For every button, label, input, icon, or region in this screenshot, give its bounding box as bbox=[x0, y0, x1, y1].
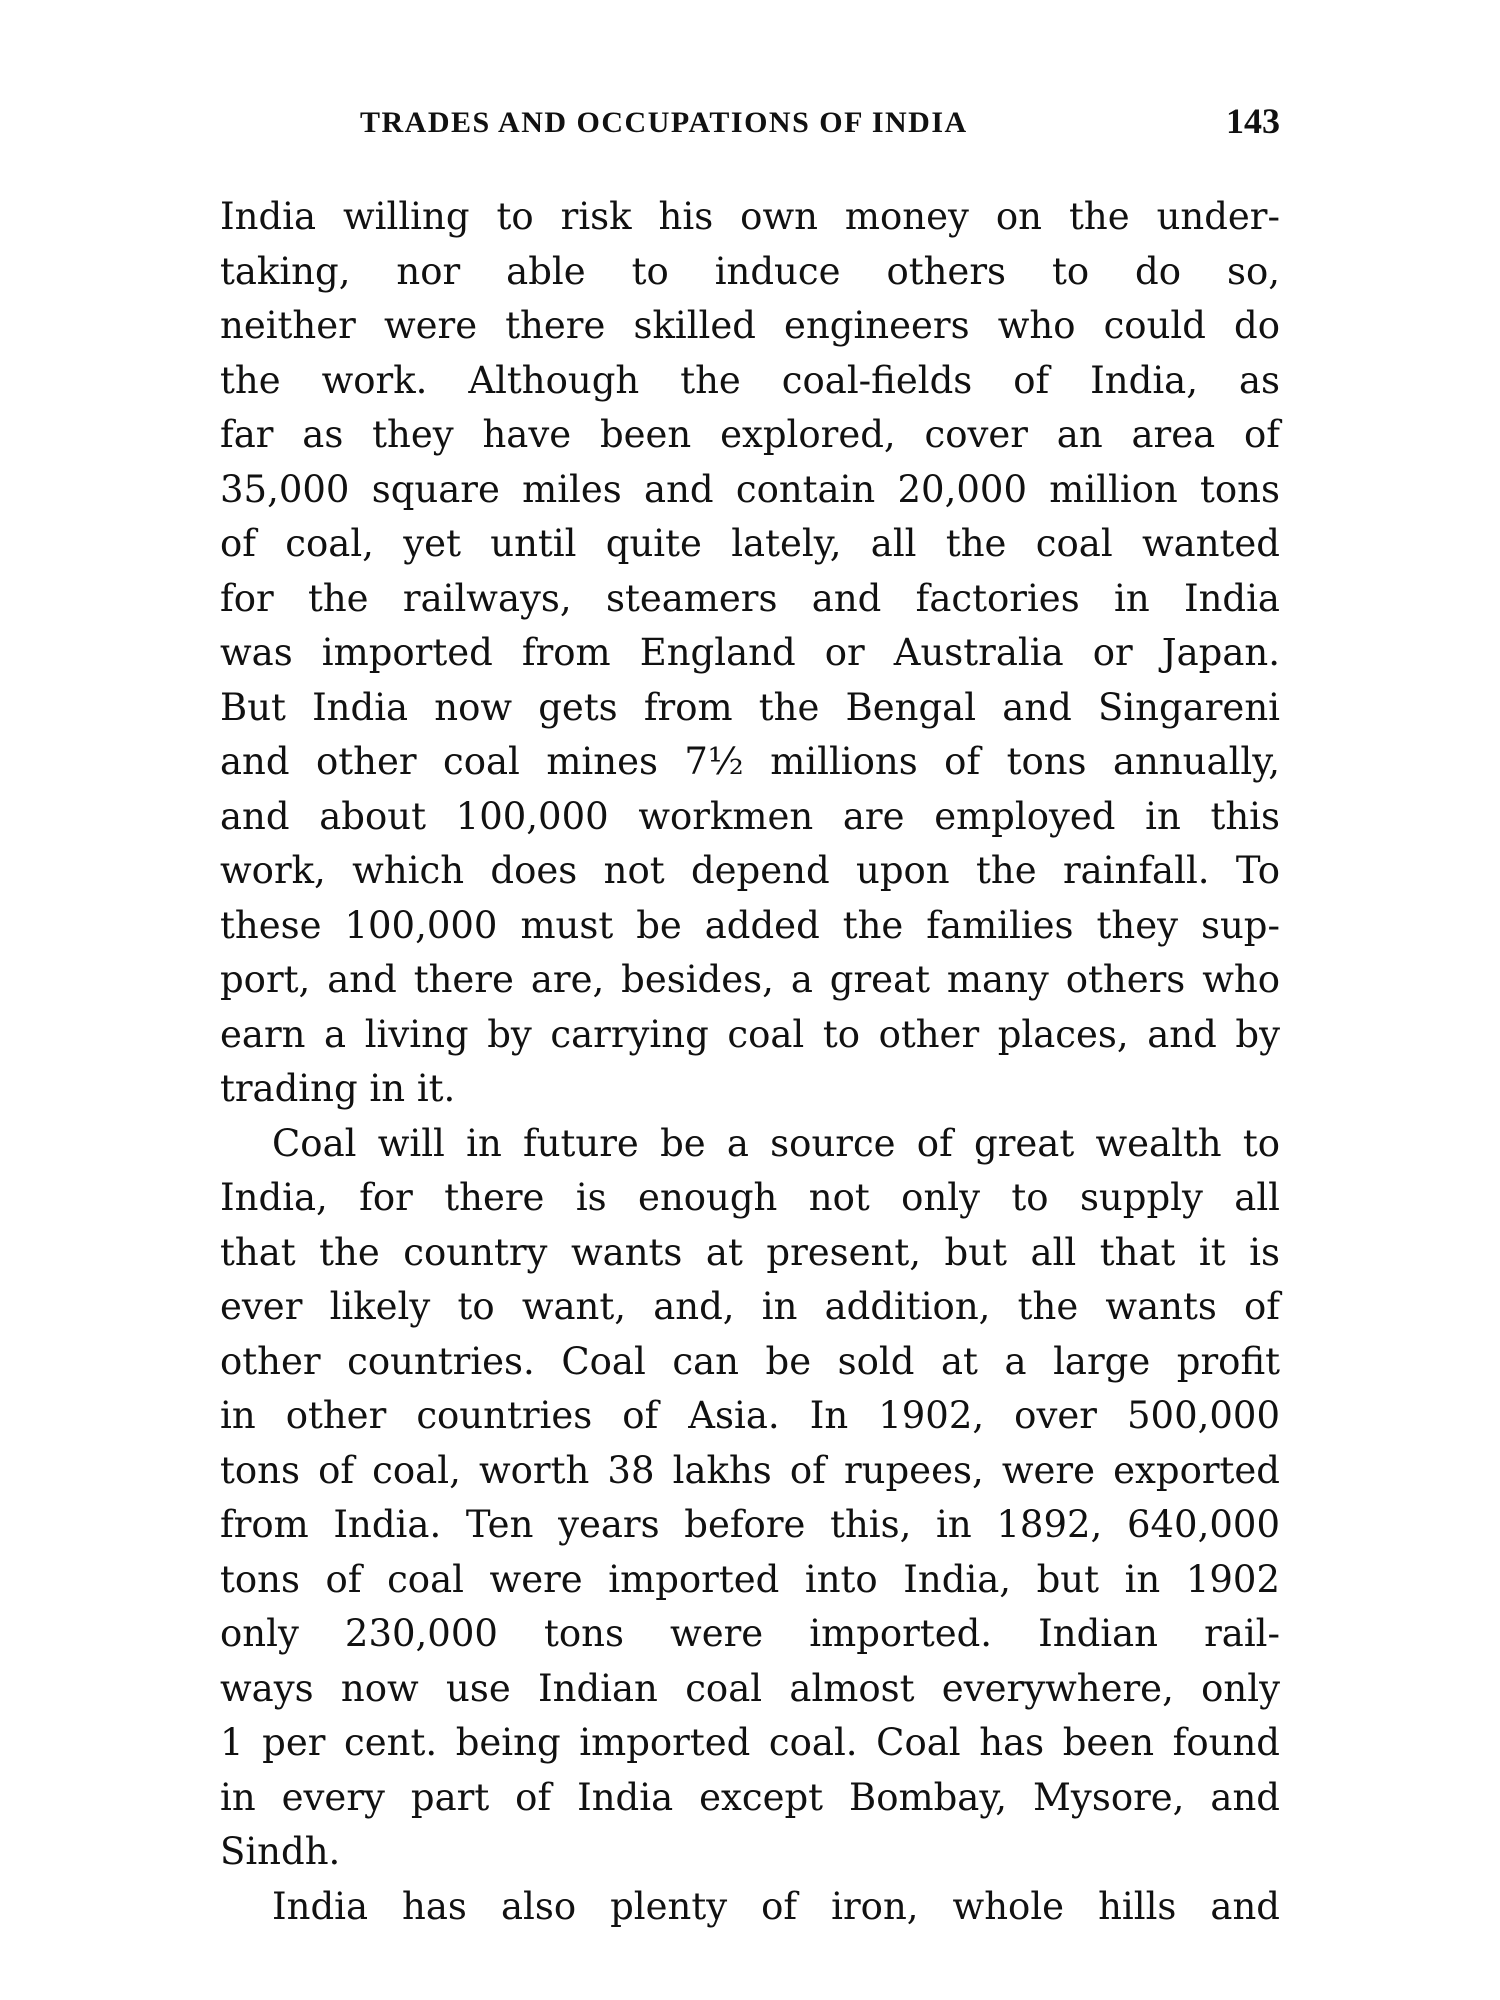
text-line: neither were there skilled engineers who could do bbox=[220, 304, 1280, 347]
text-line: trading in it. bbox=[220, 1067, 456, 1110]
text-line: Coal will in future be a source of great wealth to bbox=[272, 1121, 1280, 1165]
text-line: port, and there are, besides, a great many others who bbox=[220, 958, 1280, 1001]
text-line: earn a living by carrying coal to other places, and by bbox=[220, 1012, 1280, 1056]
text-line: But India now gets from the Bengal and Singareni bbox=[220, 685, 1280, 729]
text-line: from India. Ten years before this, in 1892, 640,000 bbox=[220, 1503, 1280, 1546]
text-line: the work. Although the coal-fields of India, as bbox=[220, 358, 1280, 402]
body-text bbox=[220, 190, 1280, 1934]
text-line: India willing to risk his own money on the under- bbox=[220, 195, 1280, 238]
text-line: India has also plenty of iron, whole hills and bbox=[272, 1884, 1280, 1928]
text-line: work, which does not depend upon the rainfall. To bbox=[220, 849, 1280, 892]
text-line: only 230,000 tons were imported. Indian rail- bbox=[220, 1612, 1280, 1655]
running-head bbox=[360, 100, 1280, 150]
text-line: taking, nor able to induce others to do so, bbox=[220, 249, 1280, 293]
text-line: and about 100,000 workmen are employed in this bbox=[220, 794, 1280, 838]
page-number: 143 bbox=[1226, 101, 1280, 141]
text-line: tons of coal, worth 38 lakhs of rupees, were exported bbox=[220, 1448, 1280, 1492]
text-line: and other coal mines 7½ millions of tons annually, bbox=[220, 740, 1280, 783]
text-line: Sindh. bbox=[220, 1830, 341, 1873]
text-line: 35,000 square miles and contain 20,000 million tons bbox=[220, 467, 1280, 511]
running-title: TRADES AND OCCUPATIONS OF INDIA bbox=[360, 106, 968, 139]
text-line: tons of coal were imported into India, but in 1902 bbox=[220, 1557, 1280, 1601]
text-line: in other countries of Asia. In 1902, over 500,000 bbox=[220, 1394, 1280, 1437]
text-line: far as they have been explored, cover an area of bbox=[220, 413, 1280, 456]
text-line: 1 per cent. being imported coal. Coal has been found bbox=[220, 1721, 1280, 1764]
text-line: for the railways, steamers and factories in India bbox=[220, 576, 1280, 620]
text-line: other countries. Coal can be sold at a large profit bbox=[220, 1339, 1280, 1383]
text-line: that the country wants at present, but all that it is bbox=[220, 1230, 1280, 1274]
text-line: ways now use Indian coal almost everywhere, only bbox=[220, 1666, 1280, 1710]
text-line: was imported from England or Australia or Japan. bbox=[220, 631, 1280, 674]
text-line: of coal, yet until quite lately, all the coal wanted bbox=[220, 522, 1280, 565]
text-line: in every part of India except Bombay, Mysore, and bbox=[220, 1775, 1280, 1819]
text-line: these 100,000 must be added the families they sup- bbox=[220, 903, 1280, 947]
text-line: ever likely to want, and, in addition, the wants of bbox=[220, 1285, 1280, 1328]
text-line: India, for there is enough not only to supply all bbox=[220, 1176, 1280, 1219]
